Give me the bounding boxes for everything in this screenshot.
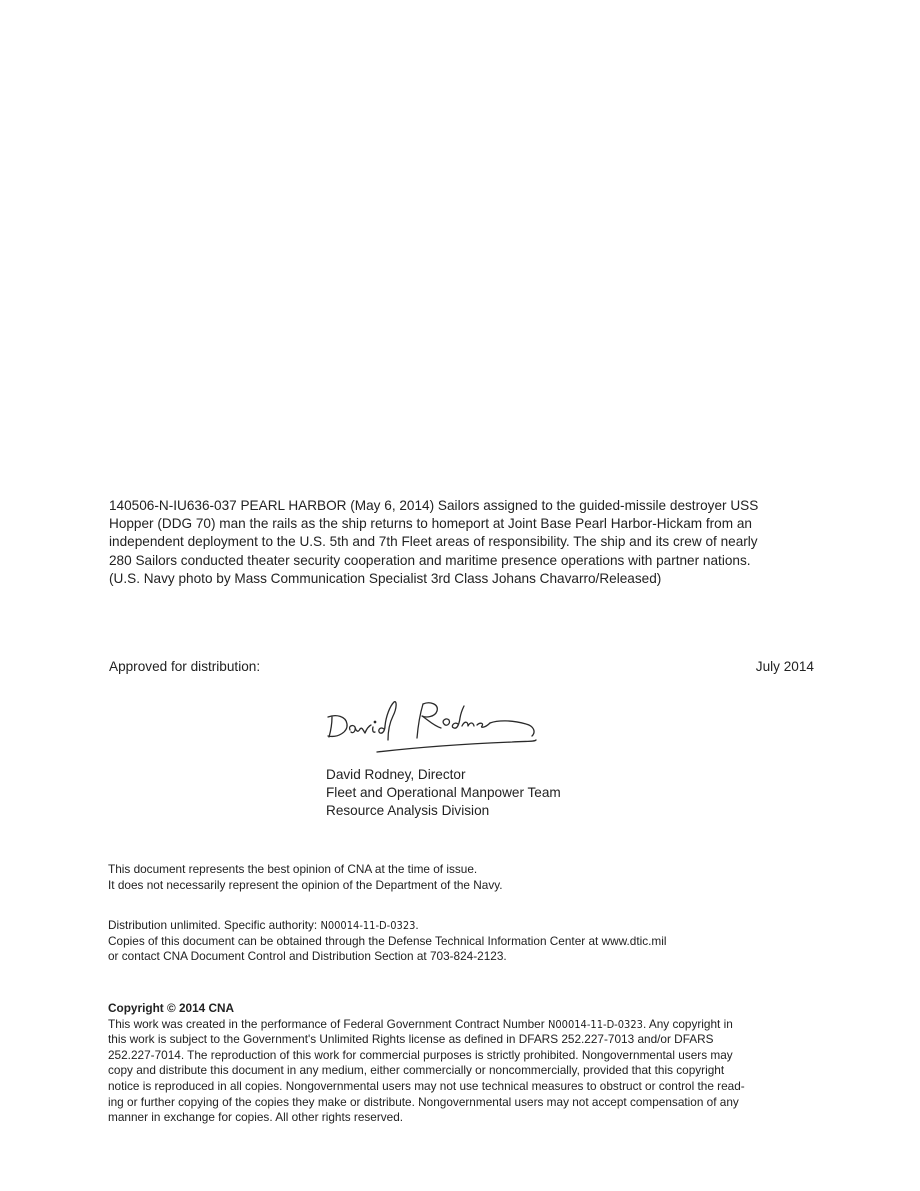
copyright-notice (108, 1001, 814, 1126)
copyright-line: 252.227-7014. The reproduction of this work for commercial purposes is strictly prohibited. Nongovernmental users may (108, 1047, 733, 1062)
contract-number: N00014-11-D-0323 (320, 919, 416, 932)
caption-line: (U.S. Navy photo by Mass Communication Specialist 3rd Class Johans Chavarro/Released) (109, 570, 662, 586)
caption-line: independent deployment to the U.S. 5th and 7th Fleet areas of responsibility. The ship and its crew of nearly (109, 534, 758, 550)
signatory-block (326, 766, 561, 821)
copyright-suffix: . Any copyright in (642, 1016, 733, 1031)
copyright-line: notice is reproduced in all copies. Nongovernmental users may not use technical measures to obstruct or control the read- (108, 1078, 745, 1093)
disclaimer-line: It does not necessarily represent the opinion of the Department of the Navy. (108, 877, 503, 892)
signatory-team: Fleet and Operational Manpower Team (326, 785, 561, 801)
copyright-line (108, 1017, 814, 1033)
contract-number: N00014-11-D-0323 (547, 1017, 643, 1031)
copyright-heading: Copyright © 2014 CNA (108, 1001, 235, 1015)
distribution-authority (108, 918, 818, 934)
signatory-name: David Rodney, Director (326, 767, 466, 782)
signature-image (322, 696, 547, 758)
copyright-line: this work is subject to the Government's Unlimited Rights license as defined in DFARS 252.227-7013 and/or DFARS (108, 1032, 714, 1047)
copyright-line: copy and distribute this document in any medium, either commercially or noncommercially, provided that this copyright (108, 1063, 725, 1078)
copyright-line: manner in exchange for copies. All other rights reserved. (108, 1110, 404, 1125)
distribution-statement (108, 918, 818, 965)
distribution-line: or contact CNA Document Control and Distribution Section at 703-824-2123. (108, 949, 507, 964)
caption-line: 280 Sailors conducted theater security cooperation and maritime presence operations with partner nations. (109, 552, 751, 568)
disclaimer (108, 862, 818, 893)
distribution-suffix: . (415, 918, 419, 932)
distribution-prefix: Distribution unlimited. Specific authority: (108, 918, 321, 932)
disclaimer-line: This document represents the best opinion of CNA at the time of issue. (108, 862, 478, 876)
caption-line: Hopper (DDG 70) man the rails as the ship returns to homeport at Joint Base Pearl Harbor-Hickam from an (109, 516, 752, 532)
approval-label: Approved for distribution: (109, 659, 261, 674)
copyright-line: ing or further copying of the copies they make or distribute. Nongovernmental users may not accept compensation of any (108, 1094, 739, 1109)
distribution-line: Copies of this document can be obtained through the Defense Technical Information Center at www.dtic.mil (108, 933, 667, 948)
approval-date: July 2014 (755, 659, 814, 674)
signatory-division: Resource Analysis Division (326, 803, 490, 819)
caption-line: 140506-N-IU636-037 PEARL HARBOR (May 6, 2014) Sailors assigned to the guided-missile destroyer USS (109, 498, 759, 513)
copyright-prefix: This work was created in the performance of Federal Government Contract Number (108, 1016, 548, 1031)
photo-caption (109, 497, 819, 588)
